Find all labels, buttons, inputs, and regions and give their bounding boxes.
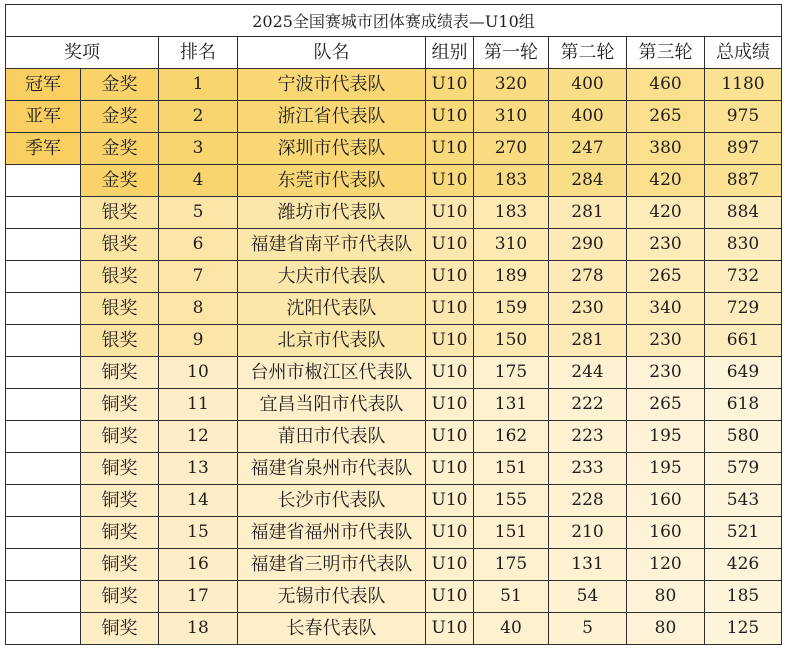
- team-name-cell: 长沙市代表队: [238, 485, 426, 517]
- round2-score-cell: 281: [549, 325, 627, 357]
- round1-score-cell: 183: [474, 197, 549, 229]
- group-cell: U10: [426, 101, 474, 133]
- table-row: [6, 549, 782, 581]
- team-name-cell: 宜昌当阳市代表队: [238, 389, 426, 421]
- team-name-cell: 宁波市代表队: [238, 69, 426, 101]
- total-score-cell: 649: [705, 357, 782, 389]
- round1-score-cell: 320: [474, 69, 549, 101]
- total-score-cell: 618: [705, 389, 782, 421]
- total-score-cell: 1180: [705, 69, 782, 101]
- award-cell: 金奖: [81, 133, 159, 165]
- round1-score-cell: 310: [474, 229, 549, 261]
- rank-cell: 15: [159, 517, 238, 549]
- round3-score-cell: 380: [627, 133, 705, 165]
- table-row: [6, 357, 782, 389]
- round3-score-cell: 120: [627, 549, 705, 581]
- total-score-cell: 887: [705, 165, 782, 197]
- award-cell: 铜奖: [81, 613, 159, 645]
- table-row: [6, 69, 782, 101]
- team-name-cell: 台州市椒江区代表队: [238, 357, 426, 389]
- honor-cell: [6, 389, 81, 421]
- award-cell: 金奖: [81, 69, 159, 101]
- table-row: [6, 133, 782, 165]
- round1-score-cell: 162: [474, 421, 549, 453]
- award-cell: 银奖: [81, 261, 159, 293]
- total-score-cell: 580: [705, 421, 782, 453]
- rank-cell: 2: [159, 101, 238, 133]
- round2-score-cell: 131: [549, 549, 627, 581]
- total-score-cell: 830: [705, 229, 782, 261]
- round3-score-cell: 160: [627, 517, 705, 549]
- group-cell: U10: [426, 261, 474, 293]
- team-name-cell: 福建省南平市代表队: [238, 229, 426, 261]
- honor-cell: [6, 421, 81, 453]
- honor-cell: [6, 517, 81, 549]
- round1-score-cell: 189: [474, 261, 549, 293]
- award-cell: 铜奖: [81, 389, 159, 421]
- total-score-cell: 729: [705, 293, 782, 325]
- round3-score-cell: 80: [627, 613, 705, 645]
- round2-score-cell: 400: [549, 69, 627, 101]
- group-cell: U10: [426, 549, 474, 581]
- group-cell: U10: [426, 613, 474, 645]
- table-row: [6, 453, 782, 485]
- award-cell: 银奖: [81, 229, 159, 261]
- group-cell: U10: [426, 229, 474, 261]
- total-score-cell: 661: [705, 325, 782, 357]
- group-cell: U10: [426, 133, 474, 165]
- table-row: [6, 229, 782, 261]
- total-score-cell: 426: [705, 549, 782, 581]
- round1-score-cell: 159: [474, 293, 549, 325]
- team-name-cell: 北京市代表队: [238, 325, 426, 357]
- rank-cell: 17: [159, 581, 238, 613]
- award-cell: 金奖: [81, 165, 159, 197]
- round2-score-cell: 284: [549, 165, 627, 197]
- group-cell: U10: [426, 357, 474, 389]
- table-row: [6, 517, 782, 549]
- total-score-cell: 543: [705, 485, 782, 517]
- round2-score-cell: 247: [549, 133, 627, 165]
- table-row: [6, 293, 782, 325]
- round1-score-cell: 151: [474, 517, 549, 549]
- team-name-cell: 东莞市代表队: [238, 165, 426, 197]
- round3-score-cell: 265: [627, 389, 705, 421]
- team-name-cell: 福建省三明市代表队: [238, 549, 426, 581]
- rank-cell: 14: [159, 485, 238, 517]
- award-cell: 铜奖: [81, 453, 159, 485]
- group-cell: U10: [426, 325, 474, 357]
- table-row: [6, 261, 782, 293]
- total-score-cell: 579: [705, 453, 782, 485]
- group-cell: U10: [426, 453, 474, 485]
- round3-score-cell: 230: [627, 229, 705, 261]
- award-cell: 金奖: [81, 101, 159, 133]
- table-row: [6, 197, 782, 229]
- round3-score-cell: 420: [627, 165, 705, 197]
- group-cell: U10: [426, 517, 474, 549]
- honor-cell: 季军: [6, 133, 81, 165]
- round3-score-cell: 80: [627, 581, 705, 613]
- rank-cell: 8: [159, 293, 238, 325]
- round3-score-cell: 460: [627, 69, 705, 101]
- group-cell: U10: [426, 421, 474, 453]
- header-round3: 第三轮: [627, 37, 705, 69]
- header-award: 奖项: [6, 37, 159, 69]
- group-cell: U10: [426, 197, 474, 229]
- round2-score-cell: 5: [549, 613, 627, 645]
- total-score-cell: 732: [705, 261, 782, 293]
- header-round2: 第二轮: [549, 37, 627, 69]
- honor-cell: [6, 229, 81, 261]
- rank-cell: 12: [159, 421, 238, 453]
- round2-score-cell: 54: [549, 581, 627, 613]
- rank-cell: 3: [159, 133, 238, 165]
- award-cell: 铜奖: [81, 581, 159, 613]
- table-row: [6, 165, 782, 197]
- results-table: [5, 4, 782, 645]
- rank-cell: 7: [159, 261, 238, 293]
- round3-score-cell: 230: [627, 325, 705, 357]
- table-header-row: [6, 37, 782, 69]
- round1-score-cell: 155: [474, 485, 549, 517]
- rank-cell: 16: [159, 549, 238, 581]
- round2-score-cell: 400: [549, 101, 627, 133]
- round3-score-cell: 340: [627, 293, 705, 325]
- rank-cell: 1: [159, 69, 238, 101]
- table-row: [6, 613, 782, 645]
- round1-score-cell: 151: [474, 453, 549, 485]
- rank-cell: 9: [159, 325, 238, 357]
- header-rank: 排名: [159, 37, 238, 69]
- table-row: [6, 325, 782, 357]
- honor-cell: [6, 613, 81, 645]
- honor-cell: [6, 453, 81, 485]
- header-team: 队名: [238, 37, 426, 69]
- rank-cell: 10: [159, 357, 238, 389]
- table-body: [6, 69, 782, 645]
- round2-score-cell: 278: [549, 261, 627, 293]
- round1-score-cell: 175: [474, 357, 549, 389]
- honor-cell: [6, 581, 81, 613]
- honor-cell: [6, 165, 81, 197]
- round3-score-cell: 195: [627, 453, 705, 485]
- round2-score-cell: 233: [549, 453, 627, 485]
- award-cell: 银奖: [81, 325, 159, 357]
- honor-cell: [6, 549, 81, 581]
- round1-score-cell: 150: [474, 325, 549, 357]
- header-round1: 第一轮: [474, 37, 549, 69]
- rank-cell: 18: [159, 613, 238, 645]
- round3-score-cell: 230: [627, 357, 705, 389]
- round2-score-cell: 230: [549, 293, 627, 325]
- honor-cell: [6, 293, 81, 325]
- group-cell: U10: [426, 581, 474, 613]
- group-cell: U10: [426, 69, 474, 101]
- table-title: 2025全国赛城市团体赛成绩表—U10组: [6, 5, 782, 37]
- round1-score-cell: 310: [474, 101, 549, 133]
- table-row: [6, 389, 782, 421]
- honor-cell: 亚军: [6, 101, 81, 133]
- round1-score-cell: 270: [474, 133, 549, 165]
- honor-cell: [6, 261, 81, 293]
- round1-score-cell: 131: [474, 389, 549, 421]
- team-name-cell: 长春代表队: [238, 613, 426, 645]
- round3-score-cell: 160: [627, 485, 705, 517]
- award-cell: 银奖: [81, 293, 159, 325]
- round3-score-cell: 195: [627, 421, 705, 453]
- team-name-cell: 无锡市代表队: [238, 581, 426, 613]
- team-name-cell: 福建省福州市代表队: [238, 517, 426, 549]
- total-score-cell: 884: [705, 197, 782, 229]
- header-group: 组别: [426, 37, 474, 69]
- award-cell: 铜奖: [81, 517, 159, 549]
- round2-score-cell: 210: [549, 517, 627, 549]
- award-cell: 铜奖: [81, 357, 159, 389]
- award-cell: 铜奖: [81, 421, 159, 453]
- rank-cell: 5: [159, 197, 238, 229]
- total-score-cell: 897: [705, 133, 782, 165]
- rank-cell: 13: [159, 453, 238, 485]
- team-name-cell: 沈阳代表队: [238, 293, 426, 325]
- honor-cell: [6, 357, 81, 389]
- rank-cell: 11: [159, 389, 238, 421]
- award-cell: 银奖: [81, 197, 159, 229]
- header-total: 总成绩: [705, 37, 782, 69]
- table-row: [6, 101, 782, 133]
- table-row: [6, 485, 782, 517]
- team-name-cell: 福建省泉州市代表队: [238, 453, 426, 485]
- honor-cell: [6, 197, 81, 229]
- team-name-cell: 潍坊市代表队: [238, 197, 426, 229]
- rank-cell: 6: [159, 229, 238, 261]
- round3-score-cell: 265: [627, 261, 705, 293]
- group-cell: U10: [426, 165, 474, 197]
- total-score-cell: 125: [705, 613, 782, 645]
- round2-score-cell: 290: [549, 229, 627, 261]
- round2-score-cell: 223: [549, 421, 627, 453]
- round1-score-cell: 175: [474, 549, 549, 581]
- round1-score-cell: 40: [474, 613, 549, 645]
- round2-score-cell: 244: [549, 357, 627, 389]
- team-name-cell: 浙江省代表队: [238, 101, 426, 133]
- team-name-cell: 深圳市代表队: [238, 133, 426, 165]
- honor-cell: [6, 485, 81, 517]
- table-row: [6, 581, 782, 613]
- award-cell: 铜奖: [81, 549, 159, 581]
- team-name-cell: 大庆市代表队: [238, 261, 426, 293]
- group-cell: U10: [426, 389, 474, 421]
- honor-cell: 冠军: [6, 69, 81, 101]
- round2-score-cell: 222: [549, 389, 627, 421]
- table-row: [6, 421, 782, 453]
- total-score-cell: 521: [705, 517, 782, 549]
- round1-score-cell: 183: [474, 165, 549, 197]
- round2-score-cell: 281: [549, 197, 627, 229]
- round3-score-cell: 265: [627, 101, 705, 133]
- round2-score-cell: 228: [549, 485, 627, 517]
- round3-score-cell: 420: [627, 197, 705, 229]
- total-score-cell: 975: [705, 101, 782, 133]
- group-cell: U10: [426, 293, 474, 325]
- honor-cell: [6, 325, 81, 357]
- total-score-cell: 185: [705, 581, 782, 613]
- team-name-cell: 莆田市代表队: [238, 421, 426, 453]
- group-cell: U10: [426, 485, 474, 517]
- award-cell: 铜奖: [81, 485, 159, 517]
- round1-score-cell: 51: [474, 581, 549, 613]
- rank-cell: 4: [159, 165, 238, 197]
